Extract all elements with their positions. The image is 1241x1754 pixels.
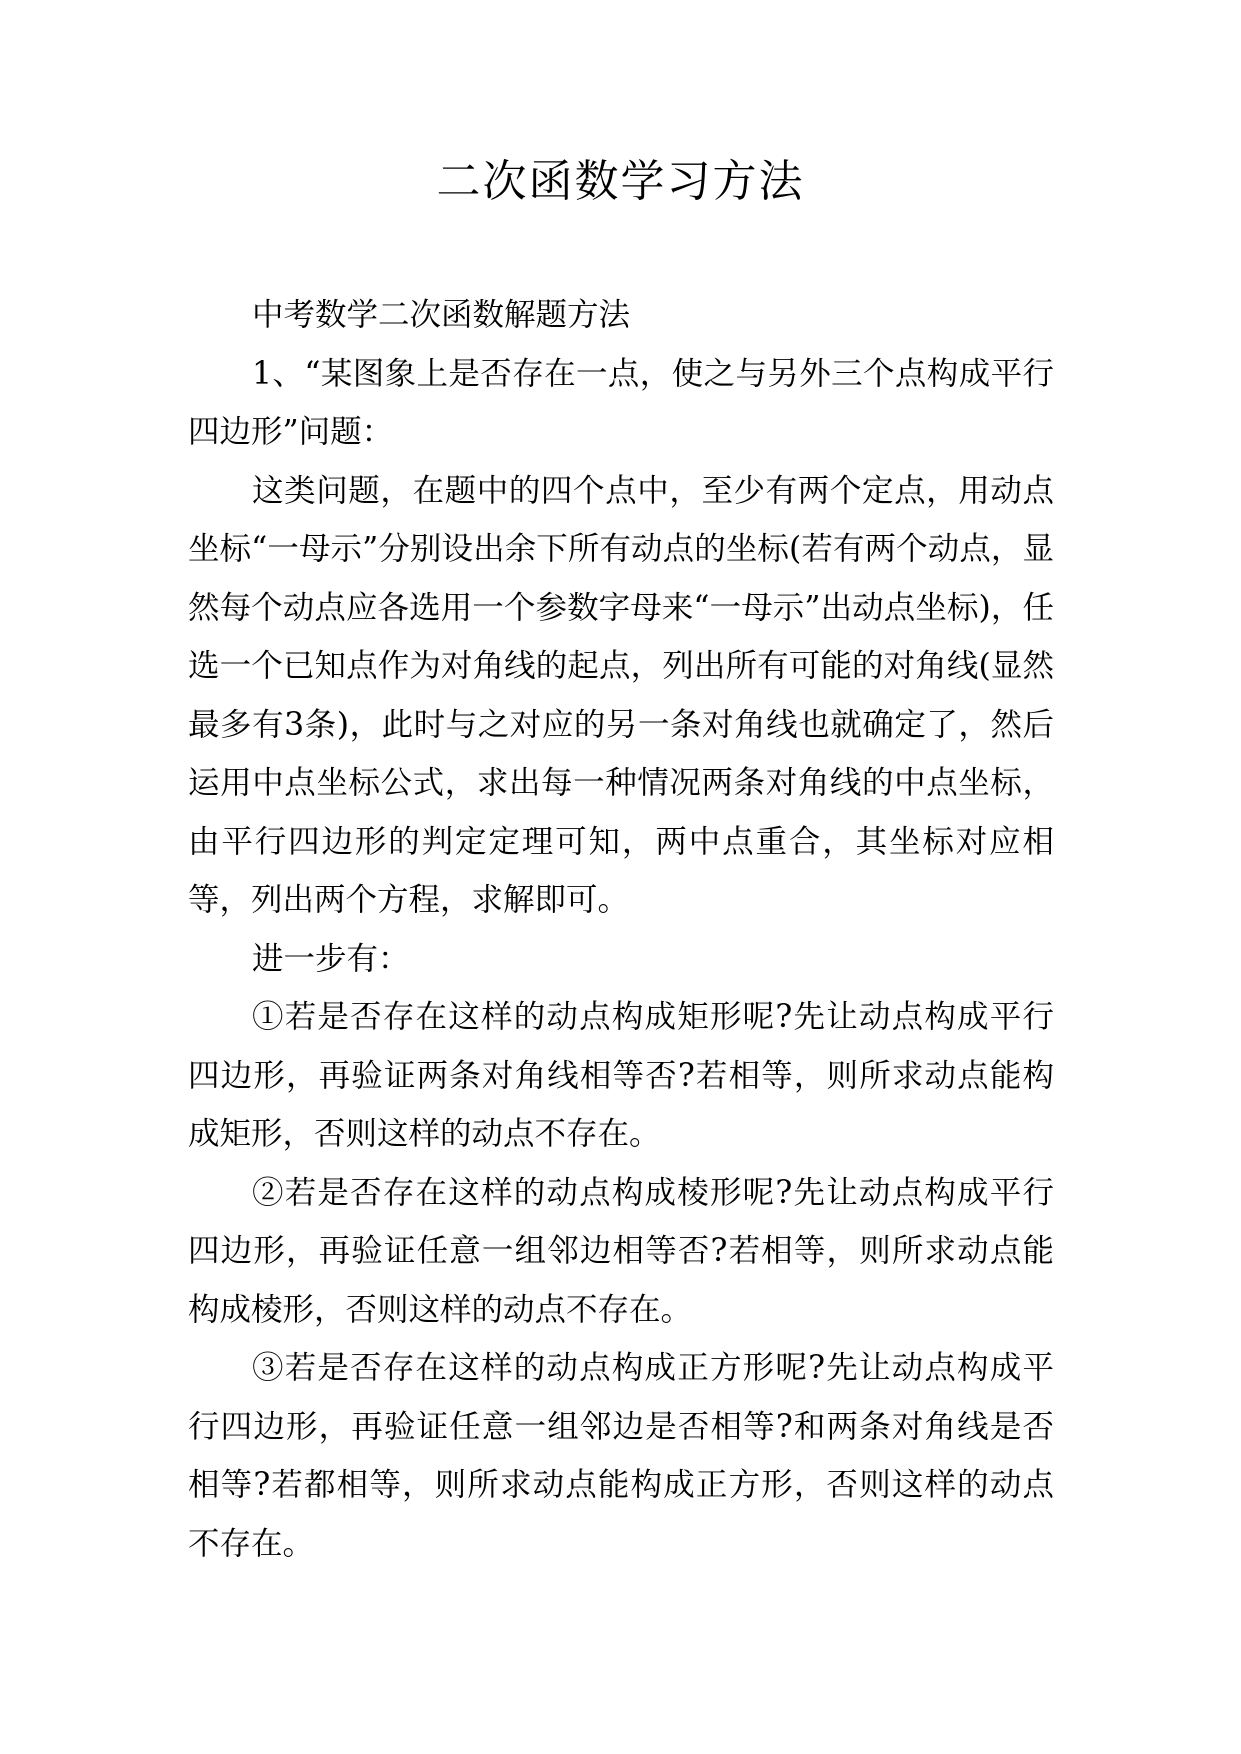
paragraph-rhombus: ②若是否存在这样的动点构成棱形呢?先让动点构成平行四边形，再验证任意一组邻边相等否?若相等，则所求动点能构成棱形，否则这样的动点不存在。 bbox=[188, 1174, 1054, 1328]
document-body bbox=[188, 286, 1054, 1573]
paragraph-subtitle: 中考数学二次函数解题方法 bbox=[252, 297, 631, 333]
paragraph-further: 进一步有： bbox=[252, 940, 410, 977]
page-title: 二次函数学习方法 bbox=[436, 156, 805, 207]
paragraph-rectangle: ①若是否存在这样的动点构成矩形呢?先让动点构成平行四边形，再验证两条对角线相等否?若相等，则所求动点能构成矩形，否则这样的动点不存在。 bbox=[188, 999, 1054, 1152]
paragraph-question-1: 1、“某图象上是否存在一点，使之与另外三个点构成平行四边形”问题： bbox=[188, 355, 1054, 450]
paragraph-explanation: 这类问题，在题中的四个点中，至少有两个定点，用动点坐标“一母示”分别设出余下所有动点的坐标(若有两个动点，显然每个动点应各选用一个参数字母来“一母示”出动点坐标)，任选一个已知点作为对角线的起点，列出所有可能的对角线(显然最多有3条)，此时与之对应的另一条对角线也就确定了，然后运用中点坐标公式，求出每一种情况两条对角线的中点坐标，由平行四边形的判定定理可知，两中点重合，其坐标对应相等，列出两个方程，求解即可。 bbox=[188, 472, 1054, 918]
paragraph-square: ③若是否存在这样的动点构成正方形呢?先让动点构成平行四边形，再验证任意一组邻边是否相等?和两条对角线是否相等?若都相等，则所求动点能构成正方形，否则这样的动点不存在。 bbox=[188, 1350, 1054, 1562]
